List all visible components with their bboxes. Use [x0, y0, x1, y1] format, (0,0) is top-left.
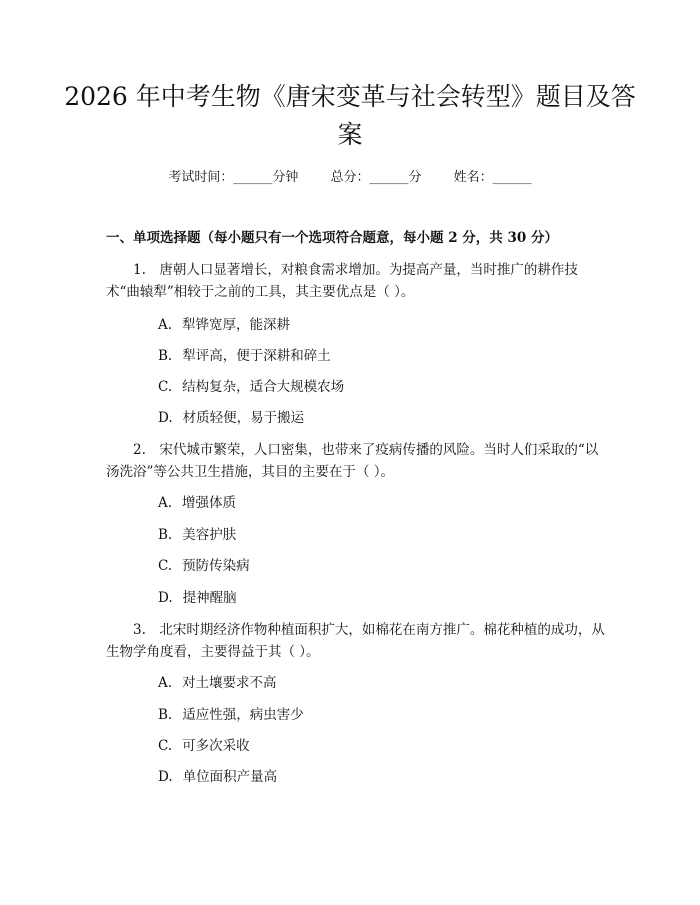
exam-time-label: 考试时间：______分钟	[168, 170, 299, 185]
option-letter: A.	[158, 675, 173, 691]
question-1-option-b	[158, 346, 331, 366]
student-name-label: 姓名：______	[453, 170, 532, 185]
question-2-option-c	[158, 556, 250, 576]
option-letter: A.	[158, 495, 173, 511]
question-1-text: 1. 唐朝人口显著增长，对粮食需求增加。为提高产量，当时推广的耕作技术“曲辕犁”相较于之前的工具，其主要优点是（ ）。	[106, 262, 578, 300]
option-text: 材质轻便，易于搬运	[182, 410, 305, 426]
section-heading: 一、单项选择题（每小题只有一个选项符合题意，每小题 2 分，共 30 分）	[106, 230, 558, 246]
question-3-option-c	[158, 736, 250, 756]
option-text: 预防传染病	[182, 558, 250, 574]
question-2-option-b	[158, 525, 236, 545]
option-letter: C.	[158, 379, 173, 395]
option-text: 单位面积产量高	[182, 769, 278, 785]
option-text: 结构复杂，适合大规模农场	[182, 379, 345, 395]
question-3-option-b	[158, 705, 304, 725]
option-text: 美容护肤	[182, 527, 237, 543]
question-2-text: 2. 宋代城市繁荣，人口密集，也带来了疫病传播的风险。当时人们采取的“以汤洗浴”等公共卫生措施，其目的主要在于（ ）。	[106, 442, 599, 480]
option-text: 对土壤要求不高	[182, 675, 277, 691]
option-letter: B.	[158, 527, 173, 543]
option-text: 犁评高，便于深耕和碎土	[182, 348, 331, 364]
page-title: 2026 年中考生物《唐宋变革与社会转型》题目及答案	[64, 82, 636, 149]
question-1-option-a	[158, 315, 290, 335]
exam-meta	[0, 168, 700, 188]
question-3-text: 3. 北宋时期经济作物种植面积扩大，如棉花在南方推广。棉花种植的成功，从生物学角度看，主要得益于其（ ）。	[106, 622, 605, 660]
total-score-label: 总分：______分	[330, 170, 422, 185]
option-letter: B.	[158, 707, 173, 723]
question-2-option-a	[158, 493, 236, 513]
option-letter: A.	[158, 317, 173, 333]
question-3-option-d	[158, 767, 277, 787]
option-text: 增强体质	[182, 495, 237, 511]
question-1-option-c	[158, 377, 344, 397]
option-text: 适应性强，病虫害少	[182, 707, 304, 723]
option-letter: D.	[158, 590, 173, 606]
question-1-option-d	[158, 408, 304, 428]
option-letter: C.	[158, 558, 173, 574]
option-letter: B.	[158, 348, 173, 364]
option-text: 提神醒脑	[182, 590, 237, 606]
question-2-option-d	[158, 588, 237, 608]
option-text: 犁铧宽厚，能深耕	[182, 317, 291, 333]
option-text: 可多次采收	[182, 738, 250, 754]
option-letter: D.	[158, 769, 173, 785]
option-letter: C.	[158, 738, 173, 754]
question-3-option-a	[158, 673, 277, 693]
option-letter: D.	[158, 410, 173, 426]
